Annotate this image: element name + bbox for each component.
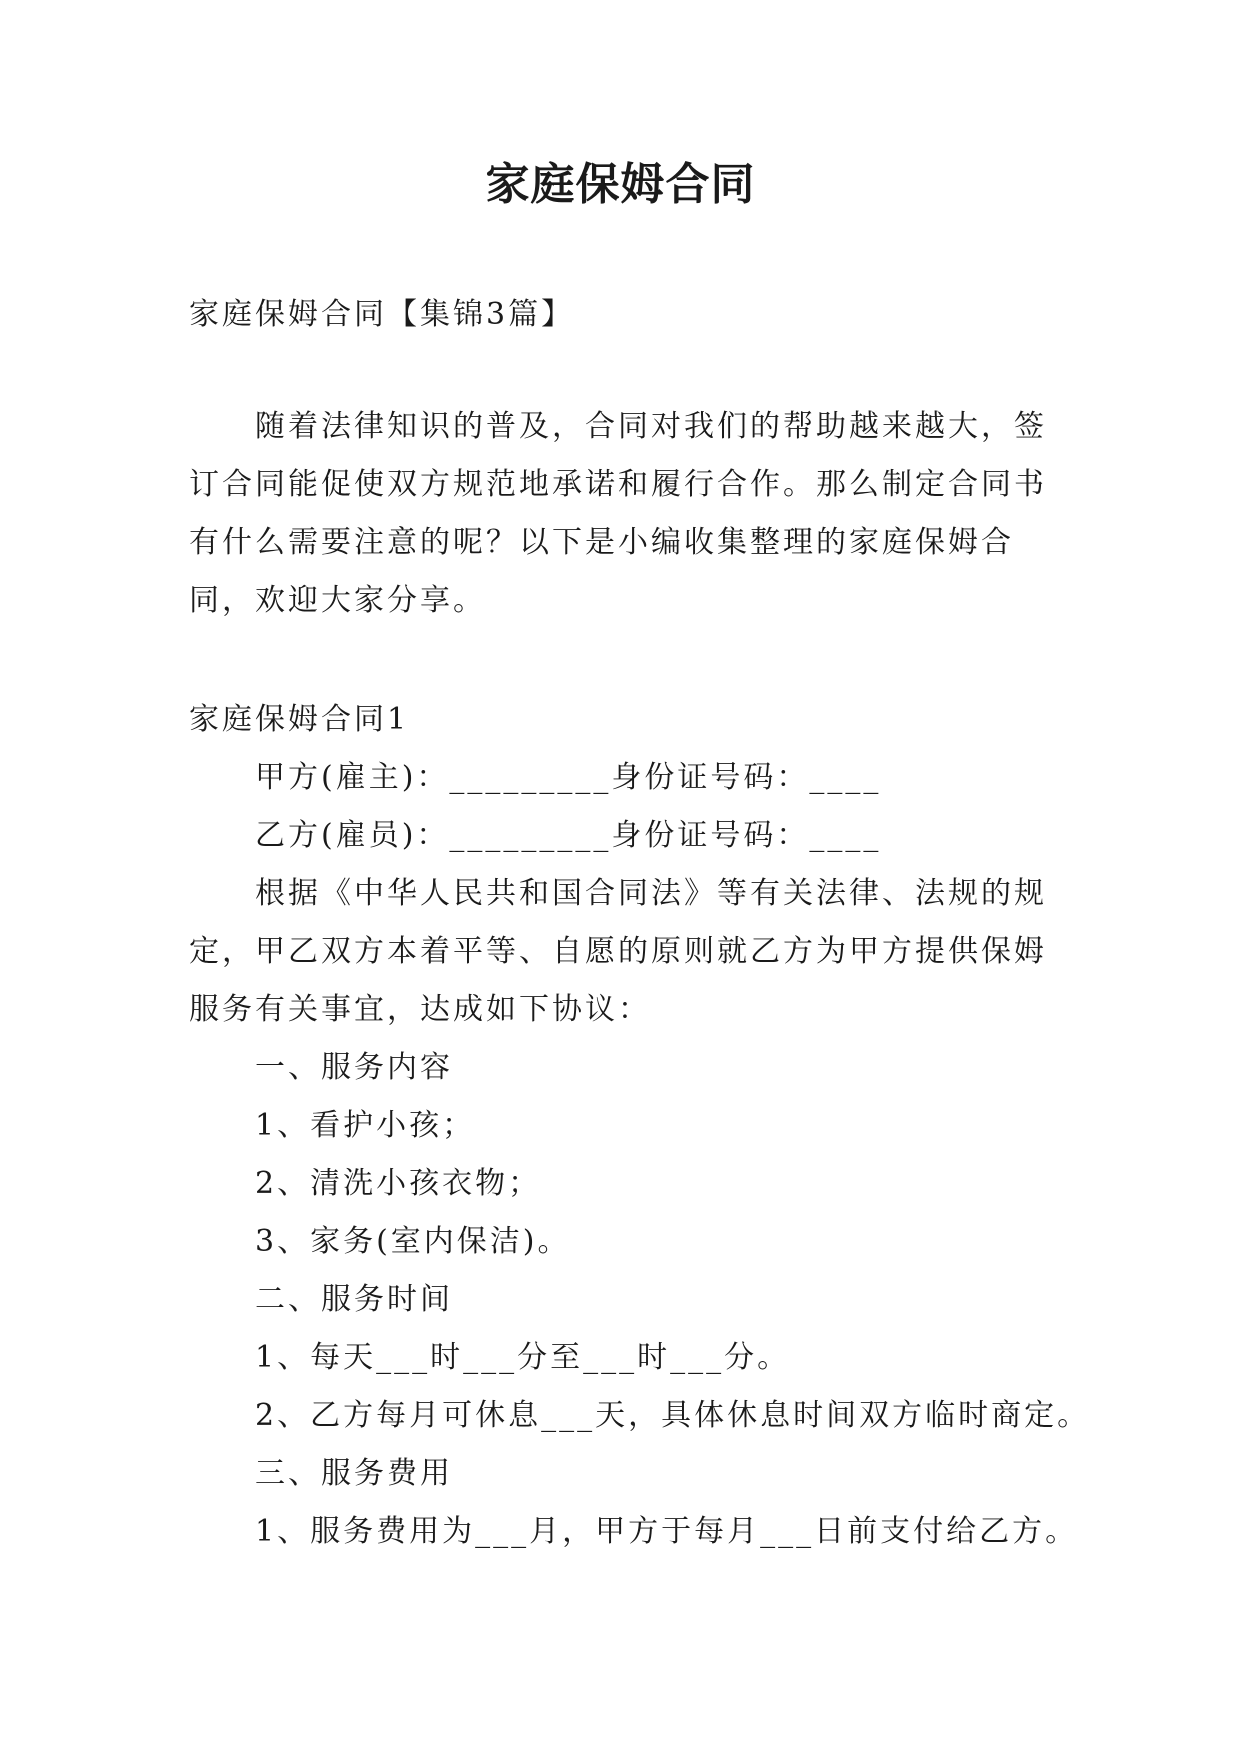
intro-line: 订合同能促使双方规范地承诺和履行合作。那么制定合同书 [189,467,1047,502]
preamble-line: 根据《中华人民共和国合同法》等有关法律、法规的规 [255,876,1047,911]
preamble-line: 服务有关事宜，达成如下协议： [189,992,651,1027]
section-item: 2、乙方每月可休息___天，具体休息时间双方临时商定。 [255,1398,1091,1433]
page-title: 家庭保姆合同 [485,159,756,210]
document-subtitle: 家庭保姆合同【集锦3篇】 [189,297,575,332]
section-item: 1、每天___时___分至___时___分。 [255,1340,791,1375]
intro-line: 同，欢迎大家分享。 [189,583,486,618]
preamble-line: 定，甲乙双方本着平等、自愿的原则就乙方为甲方提供保姆 [189,934,1047,969]
intro-line: 随着法律知识的普及，合同对我们的帮助越来越大，签 [255,409,1047,444]
section-item: 1、服务费用为___月，甲方于每月___日前支付给乙方。 [255,1514,1079,1549]
section-item: 2、清洗小孩衣物； [255,1166,542,1201]
section-item: 1、看护小孩； [255,1108,476,1143]
intro-line: 有什么需要注意的呢？以下是小编收集整理的家庭保姆合 [189,525,1014,560]
party-a-line: 甲方(雇主)：_________身份证号码：____ [255,760,882,795]
section-heading: 三、服务费用 [255,1456,453,1491]
contract-heading: 家庭保姆合同1 [189,702,410,737]
section-item: 3、家务(室内保洁)。 [255,1224,571,1259]
party-b-line: 乙方(雇员)：_________身份证号码：____ [255,818,882,853]
section-heading: 一、服务内容 [255,1050,453,1085]
section-heading: 二、服务时间 [255,1282,453,1317]
